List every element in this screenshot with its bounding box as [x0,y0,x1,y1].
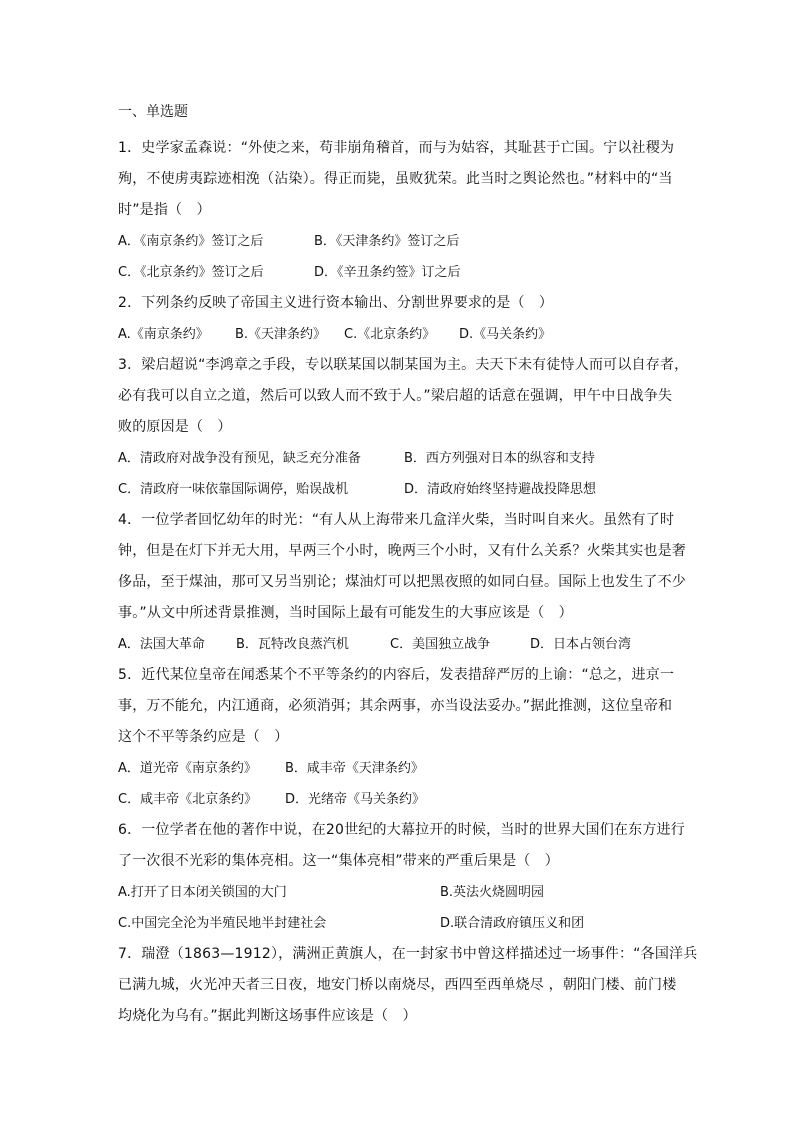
question-1-line-3: 时”是指（ ） [118,202,211,218]
question-3 [118,350,689,505]
question-3-option-d: D．清政府始终坚持避战投降思想 [404,482,597,497]
question-6-option-d: D.联合清政府镇压义和团 [440,916,585,931]
question-5-line-1: 5．近代某位皇帝在闻悉某个不平等条约的内容后，发表措辞严厉的上谕：“总之，进京一 [118,667,675,683]
section-title: 一、单选题 [118,104,188,120]
question-3-option-b: B．西方列强对日本的纵容和支持 [404,451,595,466]
question-4 [118,505,686,660]
question-5-line-2: 事，万不能允，内江通商，必须消弭；其余两事，亦当设法妥办。”据此推测，这位皇帝和 [118,698,673,714]
question-5-option-b: B．咸丰帝《天津条约》 [285,761,424,776]
question-5-option-d: D．光绪帝《马关条约》 [285,792,426,807]
question-6-options-row-2 [118,908,678,939]
question-7-line-3: 均烧化为乌有。”据此判断这场事件应该是（ ） [118,1008,417,1024]
question-2-line-1: 2．下列条约反映了帝国主义进行资本输出、分割世界要求的是（ ） [118,295,554,311]
question-4-option-c: C．美国独立战争 [390,637,491,652]
question-2-option-c: C.《北京条约》 [344,327,436,342]
question-7-line-2: 已满九城，火光冲天者三日夜，地安门桥以南烧尽，西四至西单烧尽 ，朝阳门楼、前门楼 [118,977,677,993]
question-5-option-a: A．道光帝《南京条约》 [118,761,257,776]
question-4-option-b: B．瓦特改良蒸汽机 [236,637,349,652]
question-1-option-b: B．《天津条约》签订之后 [314,234,460,249]
question-3-option-a: A．清政府对战争没有预见，缺乏充分准备 [118,451,361,466]
question-4-line-2: 钟，但是在灯下并无大用，早两三个小时，晚两三个小时，又有什么关系？火柴其实也是奢 [118,543,686,559]
question-2-option-d: D.《马关条约》 [459,327,552,342]
question-7-line-1: 7．瑞澄（1863—1912），满洲正黄旗人，在一封家书中曾这样描述过一场事件：“各国洋兵 [118,946,698,962]
question-1-options-row-2 [118,257,678,288]
question-4-option-a: A．法国大革命 [118,637,205,652]
question-1-option-a: A．《南京条约》签订之后 [118,234,264,249]
question-6 [118,815,685,939]
question-6-option-b: B.英法火烧圆明园 [440,885,545,900]
question-6-options-row-1 [118,877,678,908]
exam-content [118,101,698,1032]
question-3-options-row-2 [118,474,678,505]
question-1-line-2: 殉，不使虏夷踪迹相浼（沾染）。得正而毙，虽败犹荣。此当时之舆论然也。”材料中的“当 [118,171,673,187]
question-1-option-c: C．《北京条约》签订之后 [118,265,264,280]
question-4-option-d: D．日本占领台湾 [530,637,632,652]
question-3-line-2: 必有我可以自立之道，然后可以致人而不致于人。”梁启超的话意在强调，甲午中日战争失 [118,388,673,404]
question-2-option-b: B.《天津条约》 [235,327,327,342]
question-1-line-1: 1．史学家孟森说：“外使之来，苟非崩角稽首，而与为姑容，其耻甚于亡国。宁以社稷为 [118,140,675,156]
question-4-line-1: 4．一位学者回忆幼年的时光：“有人从上海带来几盒洋火柴，当时叫自来火。虽然有了时 [118,512,675,528]
question-4-line-4: 事。”从文中所述背景推测，当时国际上最有可能发生的大事应该是（ ） [118,605,573,621]
question-3-options-row-1 [118,443,678,474]
question-6-line-1: 6．一位学者在他的著作中说，在20世纪的大幕拉开的时候，当时的世界大国们在东方进行 [118,822,685,838]
question-3-option-c: C．清政府一味依靠国际调停，贻误战机 [118,482,349,497]
question-1-options-row-1 [118,226,678,257]
question-5-line-3: 这个不平等条约应是（ ） [118,729,289,745]
question-5-options-row-2 [118,784,678,815]
question-2-option-a: A.《南京条约》 [118,327,209,342]
question-6-line-2: 了一次很不光彩的集体亮相。这一“集体亮相”带来的严重后果是（ ） [118,853,559,869]
question-3-line-3: 败的原因是（ ） [118,419,232,435]
question-5 [118,660,678,815]
question-6-option-c: C.中国完全沦为半殖民地半封建社会 [118,916,327,931]
question-1-option-d: D．《辛丑条约签》订之后 [314,265,461,280]
question-6-option-a: A.打开了日本闭关锁国的大门 [118,885,287,900]
question-4-options-row [118,629,678,660]
question-7 [118,939,698,1032]
question-1 [118,133,678,288]
question-5-options-row-1 [118,753,678,784]
question-4-line-3: 侈品，至于煤油，那可又另当别论；煤油灯可以把黑夜照的如同白昼。国际上也发生了不少 [118,574,686,590]
question-2 [118,288,678,350]
question-2-options-row [118,319,678,350]
question-5-option-c: C．咸丰帝《北京条约》 [118,792,258,807]
question-3-line-1: 3．梁启超说“李鸿章之手段，专以联某国以制某国为主。夫天下未有徒恃人而可以自存者， [118,357,689,373]
